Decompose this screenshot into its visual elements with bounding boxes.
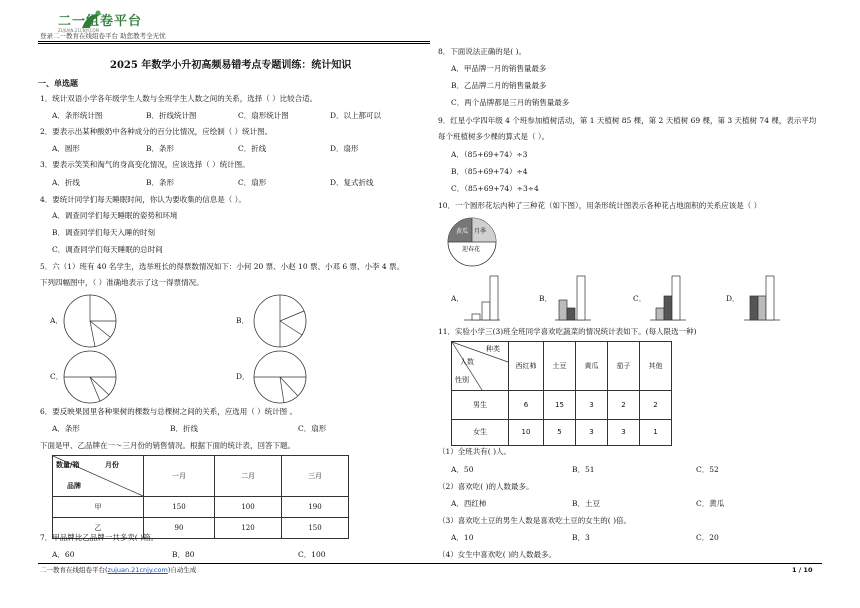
table-cell: 2 [608,391,640,420]
footer-prefix: 二一教育在线组卷平台( [40,566,108,574]
q10-option-c[interactable]: C． [633,294,647,303]
table-cell: 190 [282,497,349,518]
q10-bars-a [462,270,502,322]
logo-text: 二一组卷平台 [58,14,143,29]
q7-option-a[interactable]: A．60 [52,550,75,559]
q11-sub-2: （2）喜欢吃( )的人数最多。 [438,482,534,491]
q6-option-c[interactable]: C．扇形 [298,424,327,433]
q4-option-a[interactable]: A．调查同学们每天睡眠的姿势和环境 [52,211,178,220]
q2-option-b[interactable]: B．条形 [146,144,175,153]
q11-sub-3: （3）喜欢吃土豆的男生人数是喜欢吃土豆的女生的( )倍。 [438,516,632,525]
q5-pie-c [62,349,118,405]
table-cell: 2 [640,391,672,420]
q3-option-b[interactable]: B．条形 [146,178,175,187]
gender-cell: 男生 [452,391,509,420]
veg-header: 茄子 [608,342,640,391]
table-cell: 5 [544,420,576,446]
q1-option-b[interactable]: B．折线统计图 [146,111,197,120]
footer-rule [38,563,822,564]
header-rule-thin [38,43,430,44]
q2-option-c[interactable]: C．折线 [238,144,267,153]
question-4: 4．要统计同学们每天睡眠时间，你认为要收集的信息是（ ）。 [40,195,246,204]
q1-option-c[interactable]: C．扇形统计图 [238,111,289,120]
pie-label-jasmine: 迎春花 [462,246,481,253]
q11-2-option-a[interactable]: A．西红柿 [451,499,487,508]
question-5-line2: 下列四幅图中，（ ）准确地表示了这一得票情况。 [40,278,204,287]
question-6: 6．要反映果园里各种果树的棵数与总棵树之间的关系，应选用（ ）统计图 。 [40,407,298,416]
q3-option-a[interactable]: A．折线 [52,178,80,187]
question-9: 9．红星小学四年级 4 个班参加植树活动，第 1 天植树 85 棵，第 2 天植树 69 棵，第 3 天植树 74 棵，表示平均 [438,116,817,125]
q4-option-c[interactable]: C．调查同学们每天睡眠的总时间 [52,245,163,254]
corner-gender-label: 性别 [455,376,469,384]
vegetable-table [451,341,672,446]
brand-cell: 乙 [53,518,144,539]
q7-option-b[interactable]: B．80 [172,550,195,559]
q11-1-option-b[interactable]: B．51 [572,465,595,474]
q10-bars-c [648,270,688,322]
table-cell: 150 [144,497,215,518]
table-cell: 1 [640,420,672,446]
q9-option-c[interactable]: C．（85+69+74）÷3÷4 [451,184,539,193]
question-5: 5．六（1）班有 40 名学生，选举班长的得票数情况如下：小何 20 票、小赵 10 票、小邓 6 票、小李 4 票。 [40,262,405,271]
footer-suffix: )自动生成 [167,566,197,574]
table-cell: 6 [509,391,544,420]
q1-option-d[interactable]: D．以上都可以 [330,111,382,120]
q11-2-option-b[interactable]: B．土豆 [572,499,601,508]
q8-option-a[interactable]: A．甲品牌一月的销售量最多 [451,64,547,73]
table-cell: 3 [576,420,608,446]
page-number: 1 / 10 [792,566,813,574]
q8-option-c[interactable]: C．两个品牌都是三月的销售量最多 [451,98,570,107]
q10-option-b[interactable]: B． [539,294,553,303]
corner-bottom-label: 品牌 [67,481,81,490]
gender-cell: 女生 [452,420,509,446]
q11-3-option-b[interactable]: B．3 [572,533,590,542]
q11-2-option-c[interactable]: C．黄瓜 [696,499,725,508]
table-cell: 120 [215,518,282,539]
q5-option-a[interactable]: A． [50,316,63,325]
flower-bed-pie [447,217,497,267]
q3-option-c[interactable]: C．扇形 [238,178,267,187]
q2-option-a[interactable]: A．圆形 [52,144,80,153]
q9-option-b[interactable]: B．（85+69+74）÷4 [451,167,528,176]
q1-option-a[interactable]: A．条形统计图 [52,111,103,120]
pie-label-rose: 月季 [474,228,487,235]
corner-count-label: 人数 [460,358,474,366]
section-heading: 一、单选题 [38,78,78,88]
q5-pie-a [62,293,118,349]
footer-text [40,567,196,575]
header-tagline: 登录二一教育在线组卷平台 助您教考全无忧 [40,32,166,40]
question-8: 8．下面说法正确的是( )。 [438,47,527,56]
q6-option-b[interactable]: B．折线 [170,424,199,433]
q5-pie-d [252,349,308,405]
q11-3-option-c[interactable]: C．20 [696,533,719,542]
q7-option-c[interactable]: C．100 [298,550,326,559]
q5-option-d[interactable]: D． [236,372,250,381]
q5-option-b[interactable]: B． [236,316,250,325]
q10-option-d[interactable]: D． [726,294,740,303]
corner-top-label: 数量/箱 [56,460,80,469]
sales-table [52,455,349,539]
veg-header: 其他 [640,342,672,391]
q6-option-a[interactable]: A．条形 [52,424,80,433]
question-3: 3．要表示笑笑和淘气的身高变化情况，应该选择（ ）统计图。 [40,160,250,169]
header-rule [38,41,430,42]
q10-bars-d [742,270,782,322]
table-cell: 90 [144,518,215,539]
table-cell: 3 [576,391,608,420]
table-cell: 10 [509,420,544,446]
q10-option-a[interactable]: A． [451,294,464,303]
q11-3-option-a[interactable]: A．10 [451,533,474,542]
pie-label-cucumber: 黄瓜 [456,228,469,235]
sales-intro: 下面是甲、乙品牌在一～三月份的销售情况。根据下面的统计表，回答下题。 [40,441,295,450]
q11-1-option-c[interactable]: C．52 [696,465,719,474]
veg-header: 黄瓜 [576,342,608,391]
brand-cell: 甲 [53,497,144,518]
footer-link[interactable]: zujuan.21cnjy.com [107,566,168,574]
table-cell: 15 [544,391,576,420]
table-cell: 3 [608,420,640,446]
month-header: 一月 [144,456,215,497]
question-9-line2: 每个班植树多少棵的算式是（ ）。 [438,132,550,141]
sales-table-corner [53,456,144,497]
q5-pie-b [252,293,308,349]
month-header: 三月 [282,456,349,497]
logo-subtext: ZUJUAN.21CNJY.COM [58,28,100,33]
table-cell: 100 [215,497,282,518]
corner-kind-label: 种类 [486,345,500,353]
q11-sub-1: （1）全班共有( )人。 [438,447,512,456]
q10-bars-b [553,270,593,322]
month-header: 二月 [215,456,282,497]
page-title: 2025 年数学小升初高频易错考点专题训练：统计知识 [110,60,352,71]
question-1: 1．统计双语小学各年级学生人数与全班学生人数之间的关系，选择（ ）比较合适。 [40,94,318,103]
veg-header: 西红柿 [509,342,544,391]
table-cell: 150 [282,518,349,539]
corner-month-label: 月份 [105,460,119,469]
q11-1-option-a[interactable]: A．50 [451,465,474,474]
question-10: 10．一个圆形花坛内种了三种花（如下图），用条形统计图表示各种花占地面积的关系应该是（ ） [438,201,762,210]
question-11: 11．实验小学三(3)班全班同学喜欢吃蔬菜的情况统计表如下。(每人限选一种) [438,327,697,336]
q3-option-d[interactable]: D．复式折线 [330,178,374,187]
q9-option-a[interactable]: A．（85+69+74）÷3 [451,150,528,159]
question-2: 2．要表示出某种酸奶中各种成分的百分比情况，应绘制（ ）统计图。 [40,127,273,136]
q2-option-d[interactable]: D．扇形 [330,144,359,153]
q5-option-c[interactable]: C． [50,372,64,381]
question-7: 7．甲品牌比乙品牌一共多卖( )箱。 [40,533,159,542]
q8-option-b[interactable]: B．乙品牌二月的销售量最多 [451,81,547,90]
q4-option-b[interactable]: B．调查同学们每天入睡的时刻 [52,228,156,237]
veg-table-corner [452,342,509,391]
veg-header: 土豆 [544,342,576,391]
q11-sub-4: （4）女生中喜欢吃( )的人数最多。 [438,550,557,559]
